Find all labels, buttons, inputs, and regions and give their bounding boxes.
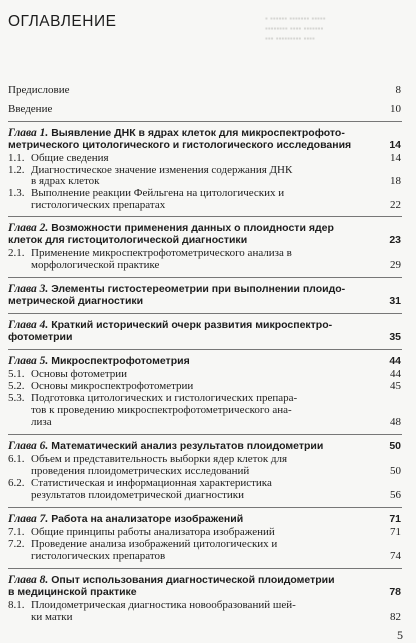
toc-entry-1-2: 1.2. Диагностическое значение изменения содержания ДНК	[8, 164, 293, 176]
chapter-8-title: Глава 8. Опыт использования диагностической плоидометрии	[8, 574, 335, 586]
bleed-through-text: ▪ ▪▪▪▪▪▪ ▪▪▪▪▪▪▪ ▪▪▪▪▪ ▪▪▪▪▪▪▪▪ ▪▪▪▪ ▪▪▪▪▪▪▪ ▪▪▪ ▪▪▪▪▪▪▪▪▪ ▪▪▪▪	[265, 14, 326, 43]
section-divider	[8, 349, 402, 350]
page-title: ОГЛАВЛЕНИЕ	[8, 13, 117, 30]
toc-entry-introduction: Введение 10	[8, 103, 401, 115]
chapter-5-title: Глава 5. Микроспектрофотометрия 44	[8, 355, 401, 367]
toc-entry-5-2: 5.2. Основы микроспектрофотометрии 45	[8, 380, 401, 392]
chapter-label: Глава 3.	[8, 283, 49, 295]
toc-entry-5-1: 5.1. Основы фотометрии 44	[8, 368, 401, 380]
section-divider	[8, 313, 402, 314]
chapter-label: Глава 7.	[8, 513, 49, 525]
section-divider	[8, 507, 402, 508]
chapter-label: Глава 4.	[8, 319, 49, 331]
section-divider	[8, 121, 402, 122]
chapter-label: Глава 1.	[8, 127, 49, 139]
chapter-3-title: Глава 3. Элементы гистостереометрии при выполнении плоидо-	[8, 283, 346, 295]
chapter-label: Глава 6.	[8, 440, 49, 452]
toc-entry-preface: Предисловие 8	[8, 84, 401, 96]
chapter-6-title: Глава 6. Математический анализ результатов плоидометрии 50	[8, 440, 401, 452]
section-divider	[8, 216, 402, 217]
section-divider	[8, 434, 402, 435]
toc-entry-1-3: 1.3. Выполнение реакции Фейльгена на цитологических и	[8, 187, 285, 199]
chapter-1-title: Глава 1. Выявление ДНК в ядрах клеток для микроспектрофото-	[8, 127, 345, 139]
chapter-7-title: Глава 7. Работа на анализаторе изображений 71	[8, 513, 401, 525]
toc-entry-8-1: 8.1. Плоидометрическая диагностика новообразований шей-	[8, 599, 296, 611]
chapter-4-title: Глава 4. Краткий исторический очерк развития микроспектро-	[8, 319, 333, 331]
chapter-2-title: Глава 2. Возможности применения данных о плоидности ядер	[8, 222, 334, 234]
table-of-contents: Предисловие 8 Введение 10 Глава 1. Выявление ДНК в ядрах клеток для микроспектрофото- метрического цитологического и гистологического исследования 14 1.1. Общие сведения 14 1.2. Диагностическое значение изменения содержания ДНК в ядрах клеток 18 1.3. Выполнение реакции Фейльгена на цитологических и гистологических препаратах 22 Глава 2. Возможности применения данных о плоидности ядер клеток для гистоцитологической диагностики 23 2.1. Применение микроспектрофотометрического анализа в морфологической практике 29 Глава 3. Элементы гистостереометрии при выполнении плоидо- метрической диагностики 31 Глава 4. Краткий исторический очерк развития микроспектро- фотометрии 35 Глава 5. Микроспектрофотометрия 44 5.1. Основы фотометрии 44 5.2. Основы микроспектрофотометрии 45 5.3. Подготовка цитологических и гистологических препара- тов к проведению микроспектрофотометрического ана- лиза 48 Глава 6. Математический анализ результатов плоидометрии 50 6.1. Объем и представительность выборки ядер клеток для проведения плоидометрических исследований 50 6.2. Статистическая и информационная характеристика результатов плоидометрической диагностики 56 Глава 7. Работа на анализаторе изображений 71 7.1. Общие принципы работы анализатора изображений 71 7.2. Проведение анализа изображений цитологических и гистологических препаратов 74 Глава 8. Опыт использования диагностической плоидометрии в медицинской практике 78	[0, 0, 416, 643]
chapter-label: Глава 8.	[8, 574, 49, 586]
page-number: 5	[397, 628, 403, 642]
toc-entry-7-2: 7.2. Проведение анализа изображений цитологических и	[8, 538, 278, 550]
section-divider	[8, 277, 402, 278]
section-divider	[8, 568, 402, 569]
toc-entry-7-1: 7.1. Общие принципы работы анализатора изображений 71	[8, 526, 401, 538]
toc-entry-6-2: 6.2. Статистическая и информационная характеристика	[8, 477, 272, 489]
chapter-label: Глава 2.	[8, 222, 49, 234]
chapter-label: Глава 5.	[8, 355, 49, 367]
toc-entry-2-1: 2.1. Применение микроспектрофотометрического анализа в	[8, 247, 292, 259]
toc-entry-6-1: 6.1. Объем и представительность выборки ядер клеток для	[8, 453, 288, 465]
toc-entry-1-1: 1.1. Общие сведения 14	[8, 152, 401, 164]
toc-entry-5-3: 5.3. Подготовка цитологических и гистологических препара-	[8, 392, 298, 404]
